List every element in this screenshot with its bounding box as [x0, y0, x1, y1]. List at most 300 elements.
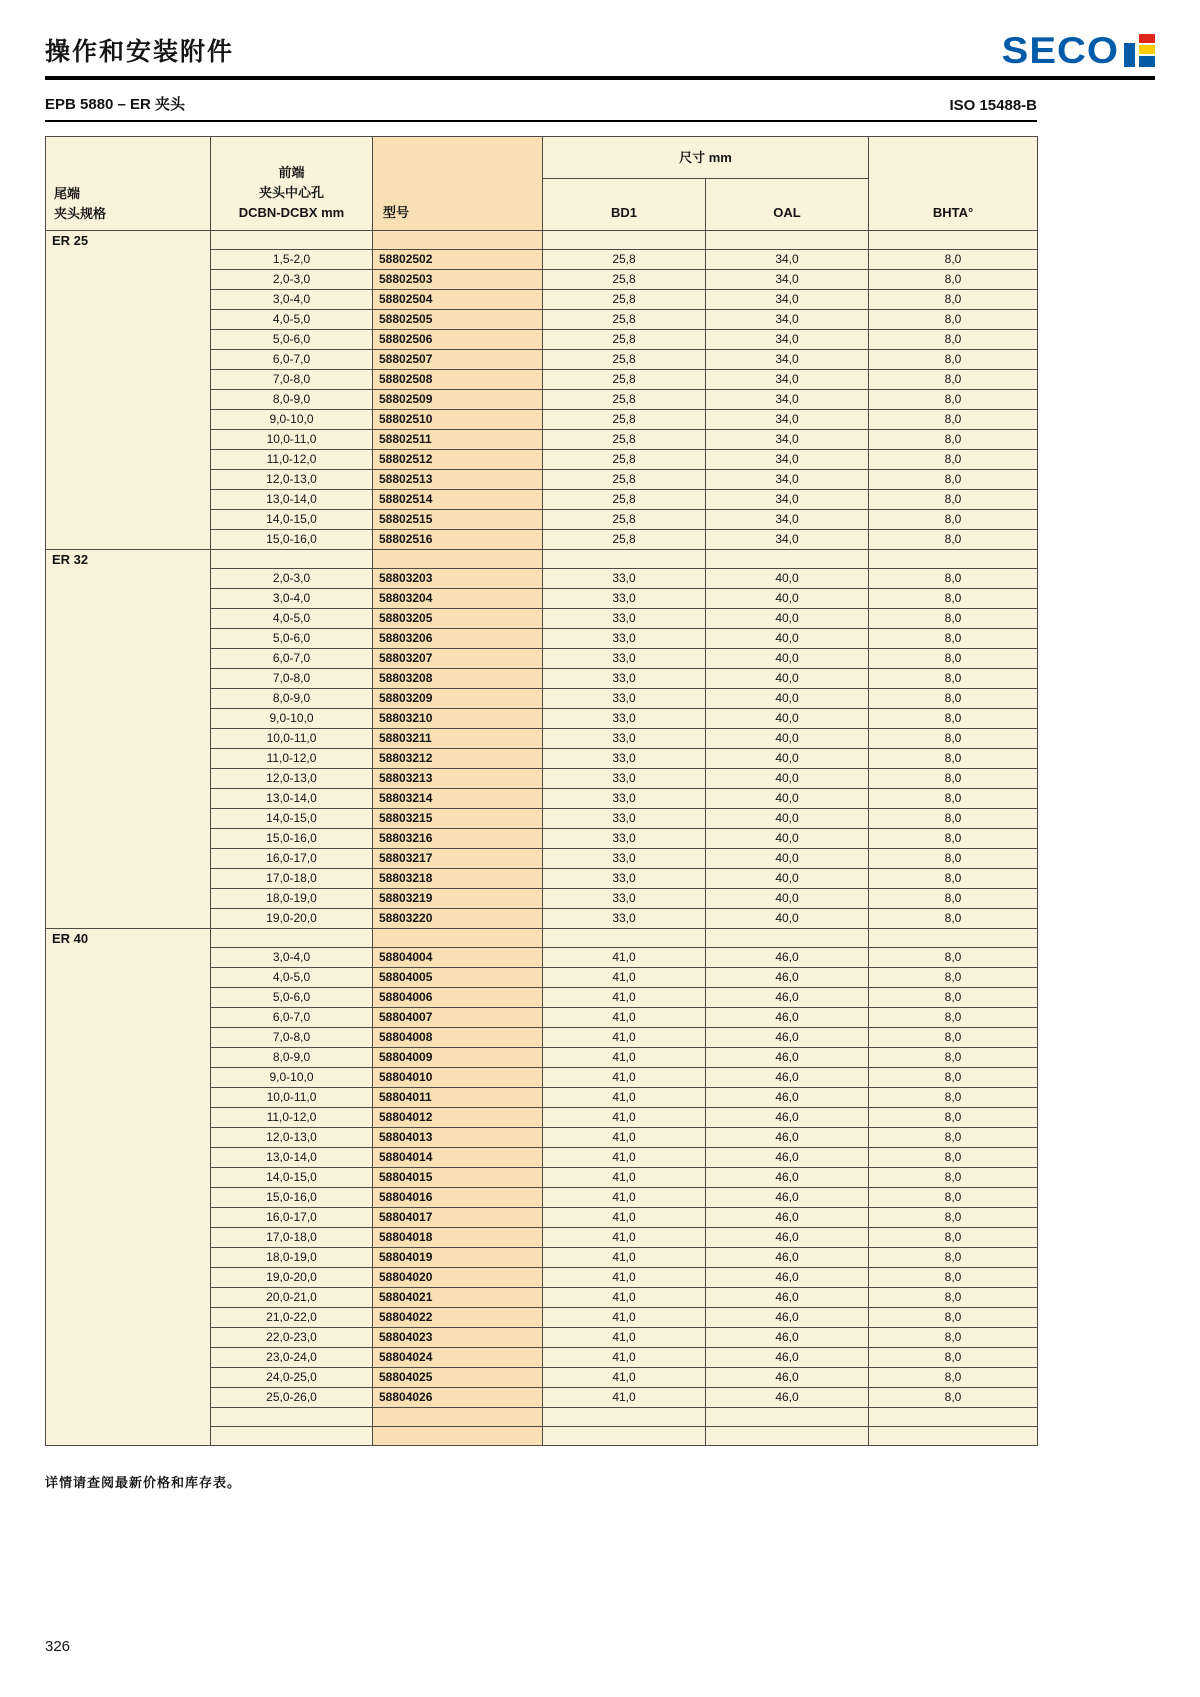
oal-cell: 46,0	[706, 1308, 869, 1328]
bd1-cell: 25,8	[543, 250, 706, 270]
bd1-cell: 41,0	[543, 1028, 706, 1048]
model-number-cell: 58803217	[373, 849, 543, 869]
oal-cell: 46,0	[706, 1208, 869, 1228]
bd1-cell: 41,0	[543, 1128, 706, 1148]
model-number-cell: 58803206	[373, 629, 543, 649]
oal-cell: 46,0	[706, 1168, 869, 1188]
bhta-cell: 8,0	[869, 1248, 1038, 1268]
product-family-title: EPB 5880 – ER 夹头	[45, 96, 186, 113]
model-number-cell: 58803219	[373, 889, 543, 909]
bore-range-cell: 16,0-17,0	[211, 1208, 373, 1228]
bore-range-cell: 6,0-7,0	[211, 649, 373, 669]
model-number-cell: 58804021	[373, 1288, 543, 1308]
model-number-cell: 58802503	[373, 270, 543, 290]
bore-range-cell: 5,0-6,0	[211, 988, 373, 1008]
oal-cell: 40,0	[706, 569, 869, 589]
bd1-cell: 41,0	[543, 1008, 706, 1028]
bhta-cell: 8,0	[869, 350, 1038, 370]
bore-range-cell: 11,0-12,0	[211, 450, 373, 470]
group-spacer-row	[46, 929, 1038, 948]
bd1-cell: 41,0	[543, 1168, 706, 1188]
empty-cell	[543, 929, 706, 948]
bd1-cell: 33,0	[543, 909, 706, 929]
model-number-cell: 58802507	[373, 350, 543, 370]
group-spacer-row	[46, 231, 1038, 250]
empty-cell	[211, 929, 373, 948]
bhta-cell: 8,0	[869, 849, 1038, 869]
bd1-cell: 33,0	[543, 649, 706, 669]
bd1-cell: 33,0	[543, 749, 706, 769]
bhta-cell: 8,0	[869, 569, 1038, 589]
bore-range-cell: 9,0-10,0	[211, 410, 373, 430]
oal-cell: 34,0	[706, 410, 869, 430]
bhta-cell: 8,0	[869, 1088, 1038, 1108]
bore-range-cell: 14,0-15,0	[211, 809, 373, 829]
bhta-cell: 8,0	[869, 909, 1038, 929]
model-number-cell: 58804022	[373, 1308, 543, 1328]
bhta-cell: 8,0	[869, 1108, 1038, 1128]
oal-cell: 40,0	[706, 769, 869, 789]
empty-cell	[869, 231, 1038, 250]
bhta-cell: 8,0	[869, 968, 1038, 988]
oal-cell: 34,0	[706, 370, 869, 390]
bhta-cell: 8,0	[869, 1068, 1038, 1088]
empty-cell	[373, 231, 543, 250]
bore-range-cell: 8,0-9,0	[211, 1048, 373, 1068]
bhta-cell: 8,0	[869, 1228, 1038, 1248]
group-spacer-row	[46, 550, 1038, 569]
model-number-cell: 58802513	[373, 470, 543, 490]
bd1-cell: 33,0	[543, 769, 706, 789]
bhta-cell: 8,0	[869, 490, 1038, 510]
header-front-line3: DCBN-DCBX mm	[238, 205, 345, 220]
oal-cell: 46,0	[706, 1088, 869, 1108]
model-number-cell: 58803216	[373, 829, 543, 849]
bore-range-cell: 15,0-16,0	[211, 1188, 373, 1208]
model-number-cell: 58804015	[373, 1168, 543, 1188]
empty-cell	[706, 231, 869, 250]
bd1-cell: 25,8	[543, 450, 706, 470]
oal-cell: 40,0	[706, 729, 869, 749]
bore-range-cell: 3,0-4,0	[211, 948, 373, 968]
empty-cell	[706, 1408, 869, 1427]
oal-cell: 34,0	[706, 390, 869, 410]
model-number-cell: 58803207	[373, 649, 543, 669]
bore-range-cell: 15,0-16,0	[211, 829, 373, 849]
bd1-cell: 33,0	[543, 849, 706, 869]
empty-cell	[211, 1408, 373, 1427]
bd1-cell: 25,8	[543, 530, 706, 550]
bhta-cell: 8,0	[869, 270, 1038, 290]
bd1-cell: 25,8	[543, 490, 706, 510]
empty-cell	[543, 550, 706, 569]
bore-range-cell: 14,0-15,0	[211, 510, 373, 530]
bhta-cell: 8,0	[869, 430, 1038, 450]
bore-range-cell: 4,0-5,0	[211, 310, 373, 330]
oal-cell: 34,0	[706, 330, 869, 350]
page-number: 326	[45, 1638, 71, 1655]
spec-table-body	[46, 231, 1038, 1446]
seco-logo-mark-icon	[1124, 34, 1155, 67]
bhta-cell: 8,0	[869, 629, 1038, 649]
bhta-cell: 8,0	[869, 1308, 1038, 1328]
header-tail-spec	[46, 137, 211, 231]
oal-cell: 46,0	[706, 1148, 869, 1168]
bore-range-cell: 13,0-14,0	[211, 1148, 373, 1168]
bd1-cell: 33,0	[543, 869, 706, 889]
bore-range-cell: 4,0-5,0	[211, 609, 373, 629]
bhta-cell: 8,0	[869, 1028, 1038, 1048]
bd1-cell: 41,0	[543, 1248, 706, 1268]
bd1-cell: 41,0	[543, 1288, 706, 1308]
bd1-cell: 33,0	[543, 669, 706, 689]
empty-cell	[543, 1408, 706, 1427]
bd1-cell: 33,0	[543, 809, 706, 829]
bore-range-cell: 17,0-18,0	[211, 1228, 373, 1248]
model-number-cell: 58802502	[373, 250, 543, 270]
bore-range-cell: 7,0-8,0	[211, 669, 373, 689]
empty-cell	[211, 231, 373, 250]
model-number-cell: 58802506	[373, 330, 543, 350]
oal-cell: 40,0	[706, 749, 869, 769]
oal-cell: 34,0	[706, 310, 869, 330]
bhta-cell: 8,0	[869, 1368, 1038, 1388]
empty-cell	[373, 550, 543, 569]
model-number-cell: 58802509	[373, 390, 543, 410]
bd1-cell: 33,0	[543, 629, 706, 649]
empty-cell	[211, 1427, 373, 1446]
header-front-line1: 前端	[278, 165, 305, 180]
title-rule	[45, 76, 1155, 80]
bhta-cell: 8,0	[869, 1048, 1038, 1068]
oal-cell: 46,0	[706, 1008, 869, 1028]
model-number-cell: 58802505	[373, 310, 543, 330]
bhta-cell: 8,0	[869, 450, 1038, 470]
bore-range-cell: 12,0-13,0	[211, 1128, 373, 1148]
model-number-cell: 58804023	[373, 1328, 543, 1348]
bore-range-cell: 6,0-7,0	[211, 1008, 373, 1028]
model-number-cell: 58803211	[373, 729, 543, 749]
bore-range-cell: 12,0-13,0	[211, 769, 373, 789]
bd1-cell: 33,0	[543, 789, 706, 809]
bhta-cell: 8,0	[869, 250, 1038, 270]
empty-cell	[543, 1427, 706, 1446]
title-row	[45, 30, 1155, 72]
model-number-cell: 58803215	[373, 809, 543, 829]
oal-cell: 46,0	[706, 988, 869, 1008]
bore-range-cell: 20,0-21,0	[211, 1288, 373, 1308]
bhta-cell: 8,0	[869, 510, 1038, 530]
bore-range-cell: 18,0-19,0	[211, 1248, 373, 1268]
oal-cell: 46,0	[706, 948, 869, 968]
bd1-cell: 41,0	[543, 1328, 706, 1348]
bhta-cell: 8,0	[869, 370, 1038, 390]
bhta-cell: 8,0	[869, 729, 1038, 749]
bd1-cell: 25,8	[543, 350, 706, 370]
bd1-cell: 33,0	[543, 729, 706, 749]
bore-range-cell: 7,0-8,0	[211, 370, 373, 390]
model-number-cell: 58804007	[373, 1008, 543, 1028]
bore-range-cell: 11,0-12,0	[211, 1108, 373, 1128]
oal-cell: 40,0	[706, 829, 869, 849]
bore-range-cell: 1,5-2,0	[211, 250, 373, 270]
model-number-cell: 58804017	[373, 1208, 543, 1228]
bore-range-cell: 2,0-3,0	[211, 569, 373, 589]
bhta-cell: 8,0	[869, 749, 1038, 769]
bore-range-cell: 10,0-11,0	[211, 430, 373, 450]
bore-range-cell: 11,0-12,0	[211, 749, 373, 769]
oal-cell: 34,0	[706, 250, 869, 270]
oal-cell: 40,0	[706, 869, 869, 889]
oal-cell: 34,0	[706, 450, 869, 470]
seco-logo	[1001, 30, 1155, 72]
page-header	[45, 30, 1155, 122]
oal-cell: 40,0	[706, 709, 869, 729]
bhta-cell: 8,0	[869, 769, 1038, 789]
bhta-cell: 8,0	[869, 709, 1038, 729]
model-number-cell: 58804025	[373, 1368, 543, 1388]
empty-cell	[869, 550, 1038, 569]
oal-cell: 34,0	[706, 470, 869, 490]
bore-range-cell: 21,0-22,0	[211, 1308, 373, 1328]
bd1-cell: 33,0	[543, 689, 706, 709]
model-number-cell: 58804016	[373, 1188, 543, 1208]
bore-range-cell: 8,0-9,0	[211, 390, 373, 410]
model-number-cell: 58804024	[373, 1348, 543, 1368]
model-number-cell: 58802508	[373, 370, 543, 390]
bore-range-cell: 23,0-24,0	[211, 1348, 373, 1368]
model-number-cell: 58803218	[373, 869, 543, 889]
bd1-cell: 41,0	[543, 1148, 706, 1168]
empty-cell	[373, 1408, 543, 1427]
bore-range-cell: 17,0-18,0	[211, 869, 373, 889]
bhta-cell: 8,0	[869, 530, 1038, 550]
bore-range-cell: 10,0-11,0	[211, 729, 373, 749]
empty-cell	[211, 550, 373, 569]
empty-cell	[706, 1427, 869, 1446]
model-number-cell: 58804010	[373, 1068, 543, 1088]
bd1-cell: 33,0	[543, 889, 706, 909]
bhta-cell: 8,0	[869, 1288, 1038, 1308]
bd1-cell: 33,0	[543, 569, 706, 589]
empty-cell	[373, 1427, 543, 1446]
bhta-cell: 8,0	[869, 1328, 1038, 1348]
bd1-cell: 33,0	[543, 709, 706, 729]
bhta-cell: 8,0	[869, 669, 1038, 689]
iso-standard-label: ISO 15488-B	[949, 97, 1037, 114]
model-number-cell: 58803214	[373, 789, 543, 809]
bd1-cell: 33,0	[543, 609, 706, 629]
bd1-cell: 25,8	[543, 330, 706, 350]
group-label: ER 25	[46, 231, 211, 550]
bore-range-cell: 16,0-17,0	[211, 849, 373, 869]
oal-cell: 46,0	[706, 1068, 869, 1088]
header-tail-line2: 夹头规格	[54, 206, 107, 221]
model-number-cell: 58802510	[373, 410, 543, 430]
bd1-cell: 25,8	[543, 410, 706, 430]
bd1-cell: 41,0	[543, 968, 706, 988]
oal-cell: 46,0	[706, 1268, 869, 1288]
bhta-cell: 8,0	[869, 589, 1038, 609]
bore-range-cell: 5,0-6,0	[211, 330, 373, 350]
model-number-cell: 58804018	[373, 1228, 543, 1248]
model-number-cell: 58804009	[373, 1048, 543, 1068]
bhta-cell: 8,0	[869, 1168, 1038, 1188]
header-model: 型号	[373, 137, 543, 231]
model-number-cell: 58804013	[373, 1128, 543, 1148]
bd1-cell: 33,0	[543, 829, 706, 849]
footnote: 详情请查阅最新价格和库存表。	[45, 1475, 242, 1490]
bhta-cell: 8,0	[869, 1008, 1038, 1028]
oal-cell: 40,0	[706, 689, 869, 709]
bore-range-cell: 19,0-20,0	[211, 1268, 373, 1288]
bore-range-cell: 10,0-11,0	[211, 1088, 373, 1108]
bd1-cell: 41,0	[543, 1068, 706, 1088]
model-number-cell: 58803212	[373, 749, 543, 769]
logo-red-block	[1139, 34, 1155, 43]
bore-range-cell: 8,0-9,0	[211, 689, 373, 709]
logo-blue-bar	[1124, 43, 1135, 67]
bd1-cell: 41,0	[543, 1088, 706, 1108]
group-label: ER 40	[46, 929, 211, 1446]
model-number-cell: 58802504	[373, 290, 543, 310]
model-number-cell: 58803220	[373, 909, 543, 929]
bd1-cell: 25,8	[543, 510, 706, 530]
bhta-cell: 8,0	[869, 869, 1038, 889]
oal-cell: 40,0	[706, 589, 869, 609]
oal-cell: 46,0	[706, 1228, 869, 1248]
model-number-cell: 58803204	[373, 589, 543, 609]
oal-cell: 40,0	[706, 609, 869, 629]
bd1-cell: 41,0	[543, 1268, 706, 1288]
bhta-cell: 8,0	[869, 609, 1038, 629]
header-front-line2: 夹头中心孔	[258, 185, 324, 200]
model-number-cell: 58803208	[373, 669, 543, 689]
model-number-cell: 58803209	[373, 689, 543, 709]
oal-cell: 40,0	[706, 909, 869, 929]
header-bd1: BD1	[543, 179, 706, 231]
bore-range-cell: 25,0-26,0	[211, 1388, 373, 1408]
bore-range-cell: 4,0-5,0	[211, 968, 373, 988]
bhta-cell: 8,0	[869, 789, 1038, 809]
oal-cell: 46,0	[706, 1368, 869, 1388]
bore-range-cell: 9,0-10,0	[211, 709, 373, 729]
bhta-cell: 8,0	[869, 689, 1038, 709]
bhta-cell: 8,0	[869, 1388, 1038, 1408]
oal-cell: 40,0	[706, 789, 869, 809]
model-number-cell: 58804005	[373, 968, 543, 988]
bore-range-cell: 13,0-14,0	[211, 490, 373, 510]
oal-cell: 34,0	[706, 490, 869, 510]
bd1-cell: 41,0	[543, 1348, 706, 1368]
bore-range-cell: 14,0-15,0	[211, 1168, 373, 1188]
header-bhta: BHTA°	[869, 137, 1038, 231]
bhta-cell: 8,0	[869, 390, 1038, 410]
model-number-cell: 58804012	[373, 1108, 543, 1128]
bhta-cell: 8,0	[869, 809, 1038, 829]
group-label: ER 32	[46, 550, 211, 929]
model-number-cell: 58803203	[373, 569, 543, 589]
oal-cell: 46,0	[706, 1388, 869, 1408]
bd1-cell: 25,8	[543, 390, 706, 410]
oal-cell: 46,0	[706, 1288, 869, 1308]
bore-range-cell: 7,0-8,0	[211, 1028, 373, 1048]
oal-cell: 40,0	[706, 649, 869, 669]
bhta-cell: 8,0	[869, 310, 1038, 330]
bd1-cell: 25,8	[543, 470, 706, 490]
header-oal: OAL	[706, 179, 869, 231]
bore-range-cell: 19,0-20,0	[211, 909, 373, 929]
model-number-cell: 58802512	[373, 450, 543, 470]
oal-cell: 40,0	[706, 669, 869, 689]
subtitle-row	[45, 93, 1037, 114]
oal-cell: 40,0	[706, 889, 869, 909]
oal-cell: 34,0	[706, 510, 869, 530]
model-number-cell: 58802511	[373, 430, 543, 450]
bore-range-cell: 3,0-4,0	[211, 290, 373, 310]
bd1-cell: 25,8	[543, 290, 706, 310]
logo-yellow-block	[1139, 45, 1155, 54]
bd1-cell: 41,0	[543, 988, 706, 1008]
oal-cell: 40,0	[706, 849, 869, 869]
header-dimensions-group: 尺寸 mm	[543, 137, 869, 179]
bd1-cell: 41,0	[543, 948, 706, 968]
model-number-cell: 58804008	[373, 1028, 543, 1048]
bd1-cell: 41,0	[543, 1208, 706, 1228]
model-number-cell: 58804019	[373, 1248, 543, 1268]
header-front-bore	[211, 137, 373, 231]
model-number-cell: 58802516	[373, 530, 543, 550]
bd1-cell: 41,0	[543, 1228, 706, 1248]
bhta-cell: 8,0	[869, 1148, 1038, 1168]
oal-cell: 46,0	[706, 1248, 869, 1268]
empty-cell	[373, 929, 543, 948]
bore-range-cell: 18,0-19,0	[211, 889, 373, 909]
empty-cell	[869, 929, 1038, 948]
bd1-cell: 25,8	[543, 370, 706, 390]
bhta-cell: 8,0	[869, 470, 1038, 490]
oal-cell: 46,0	[706, 1108, 869, 1128]
bhta-cell: 8,0	[869, 1128, 1038, 1148]
empty-cell	[543, 231, 706, 250]
bhta-cell: 8,0	[869, 889, 1038, 909]
bore-range-cell: 13,0-14,0	[211, 789, 373, 809]
page-title: 操作和安装附件	[45, 38, 235, 66]
bhta-cell: 8,0	[869, 988, 1038, 1008]
oal-cell: 46,0	[706, 1188, 869, 1208]
subtitle-rule	[45, 120, 1037, 122]
bore-range-cell: 5,0-6,0	[211, 629, 373, 649]
bhta-cell: 8,0	[869, 1188, 1038, 1208]
oal-cell: 46,0	[706, 1048, 869, 1068]
bhta-cell: 8,0	[869, 829, 1038, 849]
model-number-cell: 58804004	[373, 948, 543, 968]
bhta-cell: 8,0	[869, 330, 1038, 350]
bd1-cell: 25,8	[543, 270, 706, 290]
logo-blue-block	[1139, 56, 1155, 67]
bd1-cell: 41,0	[543, 1108, 706, 1128]
model-number-cell: 58803205	[373, 609, 543, 629]
oal-cell: 34,0	[706, 290, 869, 310]
oal-cell: 34,0	[706, 530, 869, 550]
seco-logo-text: SECO	[1001, 30, 1119, 72]
bhta-cell: 8,0	[869, 410, 1038, 430]
empty-cell	[869, 1427, 1038, 1446]
oal-cell: 34,0	[706, 350, 869, 370]
bhta-cell: 8,0	[869, 948, 1038, 968]
model-number-cell: 58802514	[373, 490, 543, 510]
model-number-cell: 58802515	[373, 510, 543, 530]
